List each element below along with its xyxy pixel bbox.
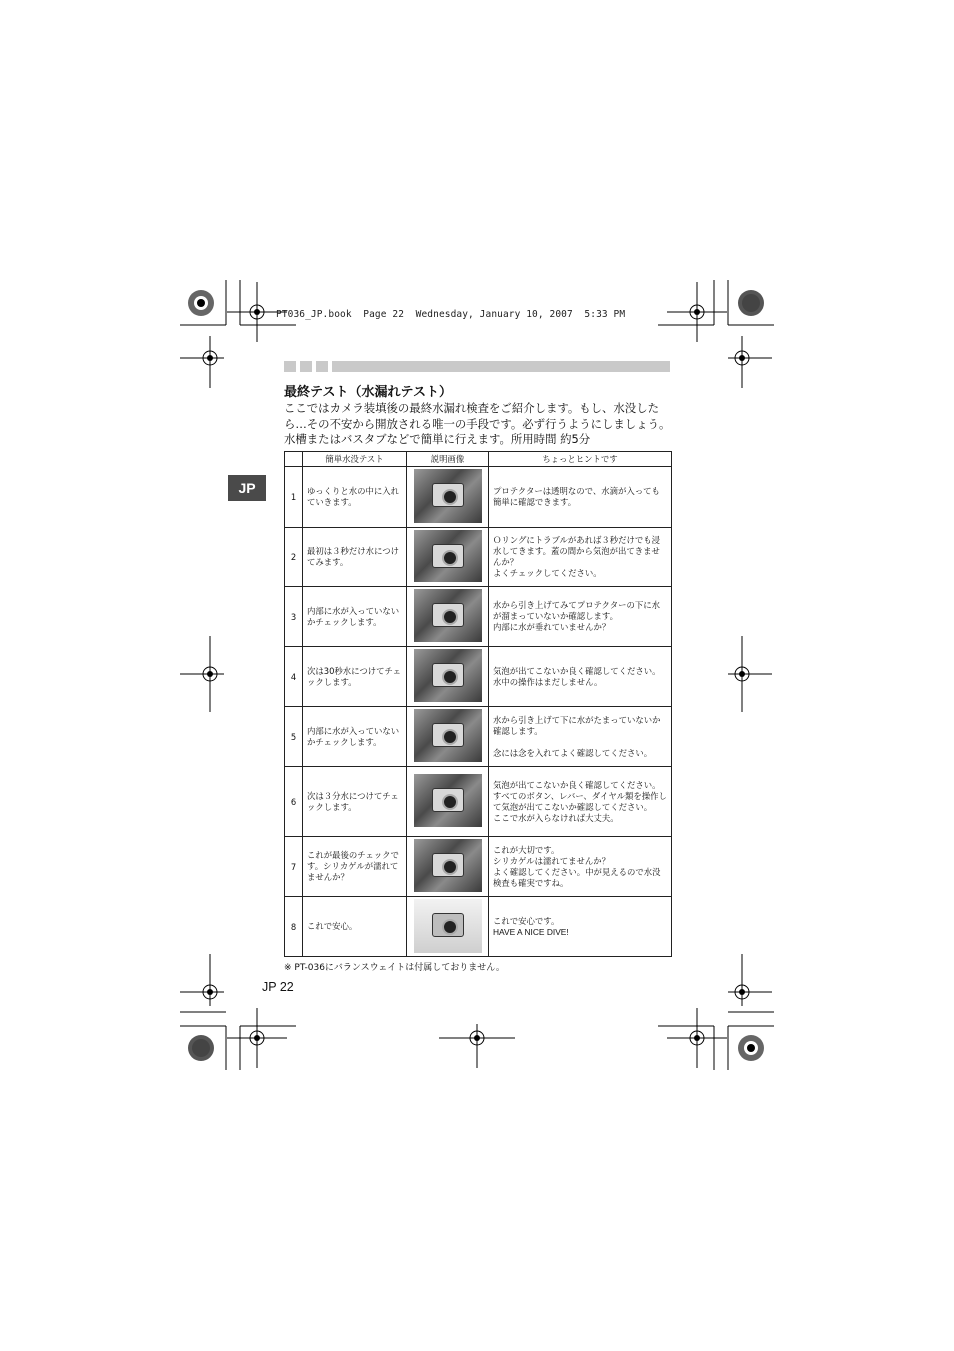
table-row: [285, 837, 672, 897]
row-number: 6: [285, 767, 303, 837]
hint-text: 気泡が出てこないか良く確認してください。 すべてのボタン、レバー、ダイヤル類を操作して気泡が出てこないか確認してください。 ここで水が入らなければ大丈夫。: [489, 767, 672, 837]
section-title: 最終テスト（水漏れテスト）: [284, 385, 452, 400]
table-row: [285, 647, 672, 707]
camera-in-hands-photo: [414, 774, 482, 827]
step-text: 内部に水が入っていないかチェックします。: [303, 587, 407, 647]
hint-text: Ｏリングにトラブルがあれば３秒だけでも浸水してきます。蓋の間から気泡が出てきませんか？ よくチェックしてください。: [489, 528, 672, 587]
camera-housing-photo: [414, 899, 482, 953]
row-number: 3: [285, 587, 303, 647]
row-number: 7: [285, 837, 303, 897]
row-number: 2: [285, 528, 303, 587]
table-row: [285, 528, 672, 587]
table-header-row: [285, 452, 672, 467]
camera-in-hands-photo: [414, 469, 482, 523]
row-number: 4: [285, 647, 303, 707]
header-image: 説明画像: [407, 452, 489, 467]
row-number: 5: [285, 707, 303, 767]
table-row: [285, 467, 672, 528]
hint-text: プロテクターは透明なので、水滴が入っても簡単に確認できます。: [489, 467, 672, 528]
step-text: ゆっくりと水の中に入れていきます。: [303, 467, 407, 528]
step-text: 最初は３秒だけ水につけてみます。: [303, 528, 407, 587]
step-text: 次は30秒水につけてチェックします。: [303, 647, 407, 707]
page-number: JP 22: [262, 980, 294, 994]
header-num: [285, 452, 303, 467]
hint-text: これで安心です。 HAVE A NICE DIVE!: [489, 897, 672, 957]
row-number: 1: [285, 467, 303, 528]
camera-in-hands-photo: [414, 589, 482, 642]
hint-text: 水から引き上げてみてプロテクターの下に水が溜まっていないか確認します。 内部に水が垂れていませんか？: [489, 587, 672, 647]
hint-text: 水から引き上げて下に水がたまっていないか確認します。 念には念を入れてよく確認してください。: [489, 707, 672, 767]
header-step: 簡単水没テスト: [303, 452, 407, 467]
camera-in-hands-photo: [414, 649, 482, 702]
section-bar: [284, 361, 670, 372]
row-number: 8: [285, 897, 303, 957]
camera-in-hands-photo: [414, 530, 482, 582]
step-text: これが最後のチェックです。シリカゲルが濡れてませんか？: [303, 837, 407, 897]
intro-paragraph: ここではカメラ装填後の最終水漏れ検査をご紹介します。もし、水没したら…その不安から開放される唯一の手段です。必ず行うようにしましょう。水槽またはバスタブなどで簡単に行えます。所用時間 約5分: [284, 401, 671, 446]
table-row: [285, 897, 672, 957]
footnote: ※ PT-036にバランスウェイトは付属しておりません。: [284, 963, 505, 973]
hint-text: これが大切です。 シリカゲルは濡れてませんか？ よく確認してください。中が見えるので水没検査も確実ですね。: [489, 837, 672, 897]
camera-in-hands-photo: [414, 839, 482, 892]
camera-in-hands-photo: [414, 709, 482, 762]
step-text: 内部に水が入っていないかチェックします。: [303, 707, 407, 767]
leak-test-table: [284, 451, 672, 957]
language-tab: JP: [228, 475, 266, 501]
table-row: [285, 707, 672, 767]
table-row: [285, 767, 672, 837]
print-header: PT036_JP.book Page 22 Wednesday, January 10, 2007 5:33 PM: [276, 309, 626, 320]
step-text: 次は３分水につけてチェックします。: [303, 767, 407, 837]
header-hint: ちょっとヒントです: [489, 452, 672, 467]
hint-text: 気泡が出てこないか良く確認してください。 水中の操作はまだしません。: [489, 647, 672, 707]
step-text: これで安心。: [303, 897, 407, 957]
table-row: [285, 587, 672, 647]
